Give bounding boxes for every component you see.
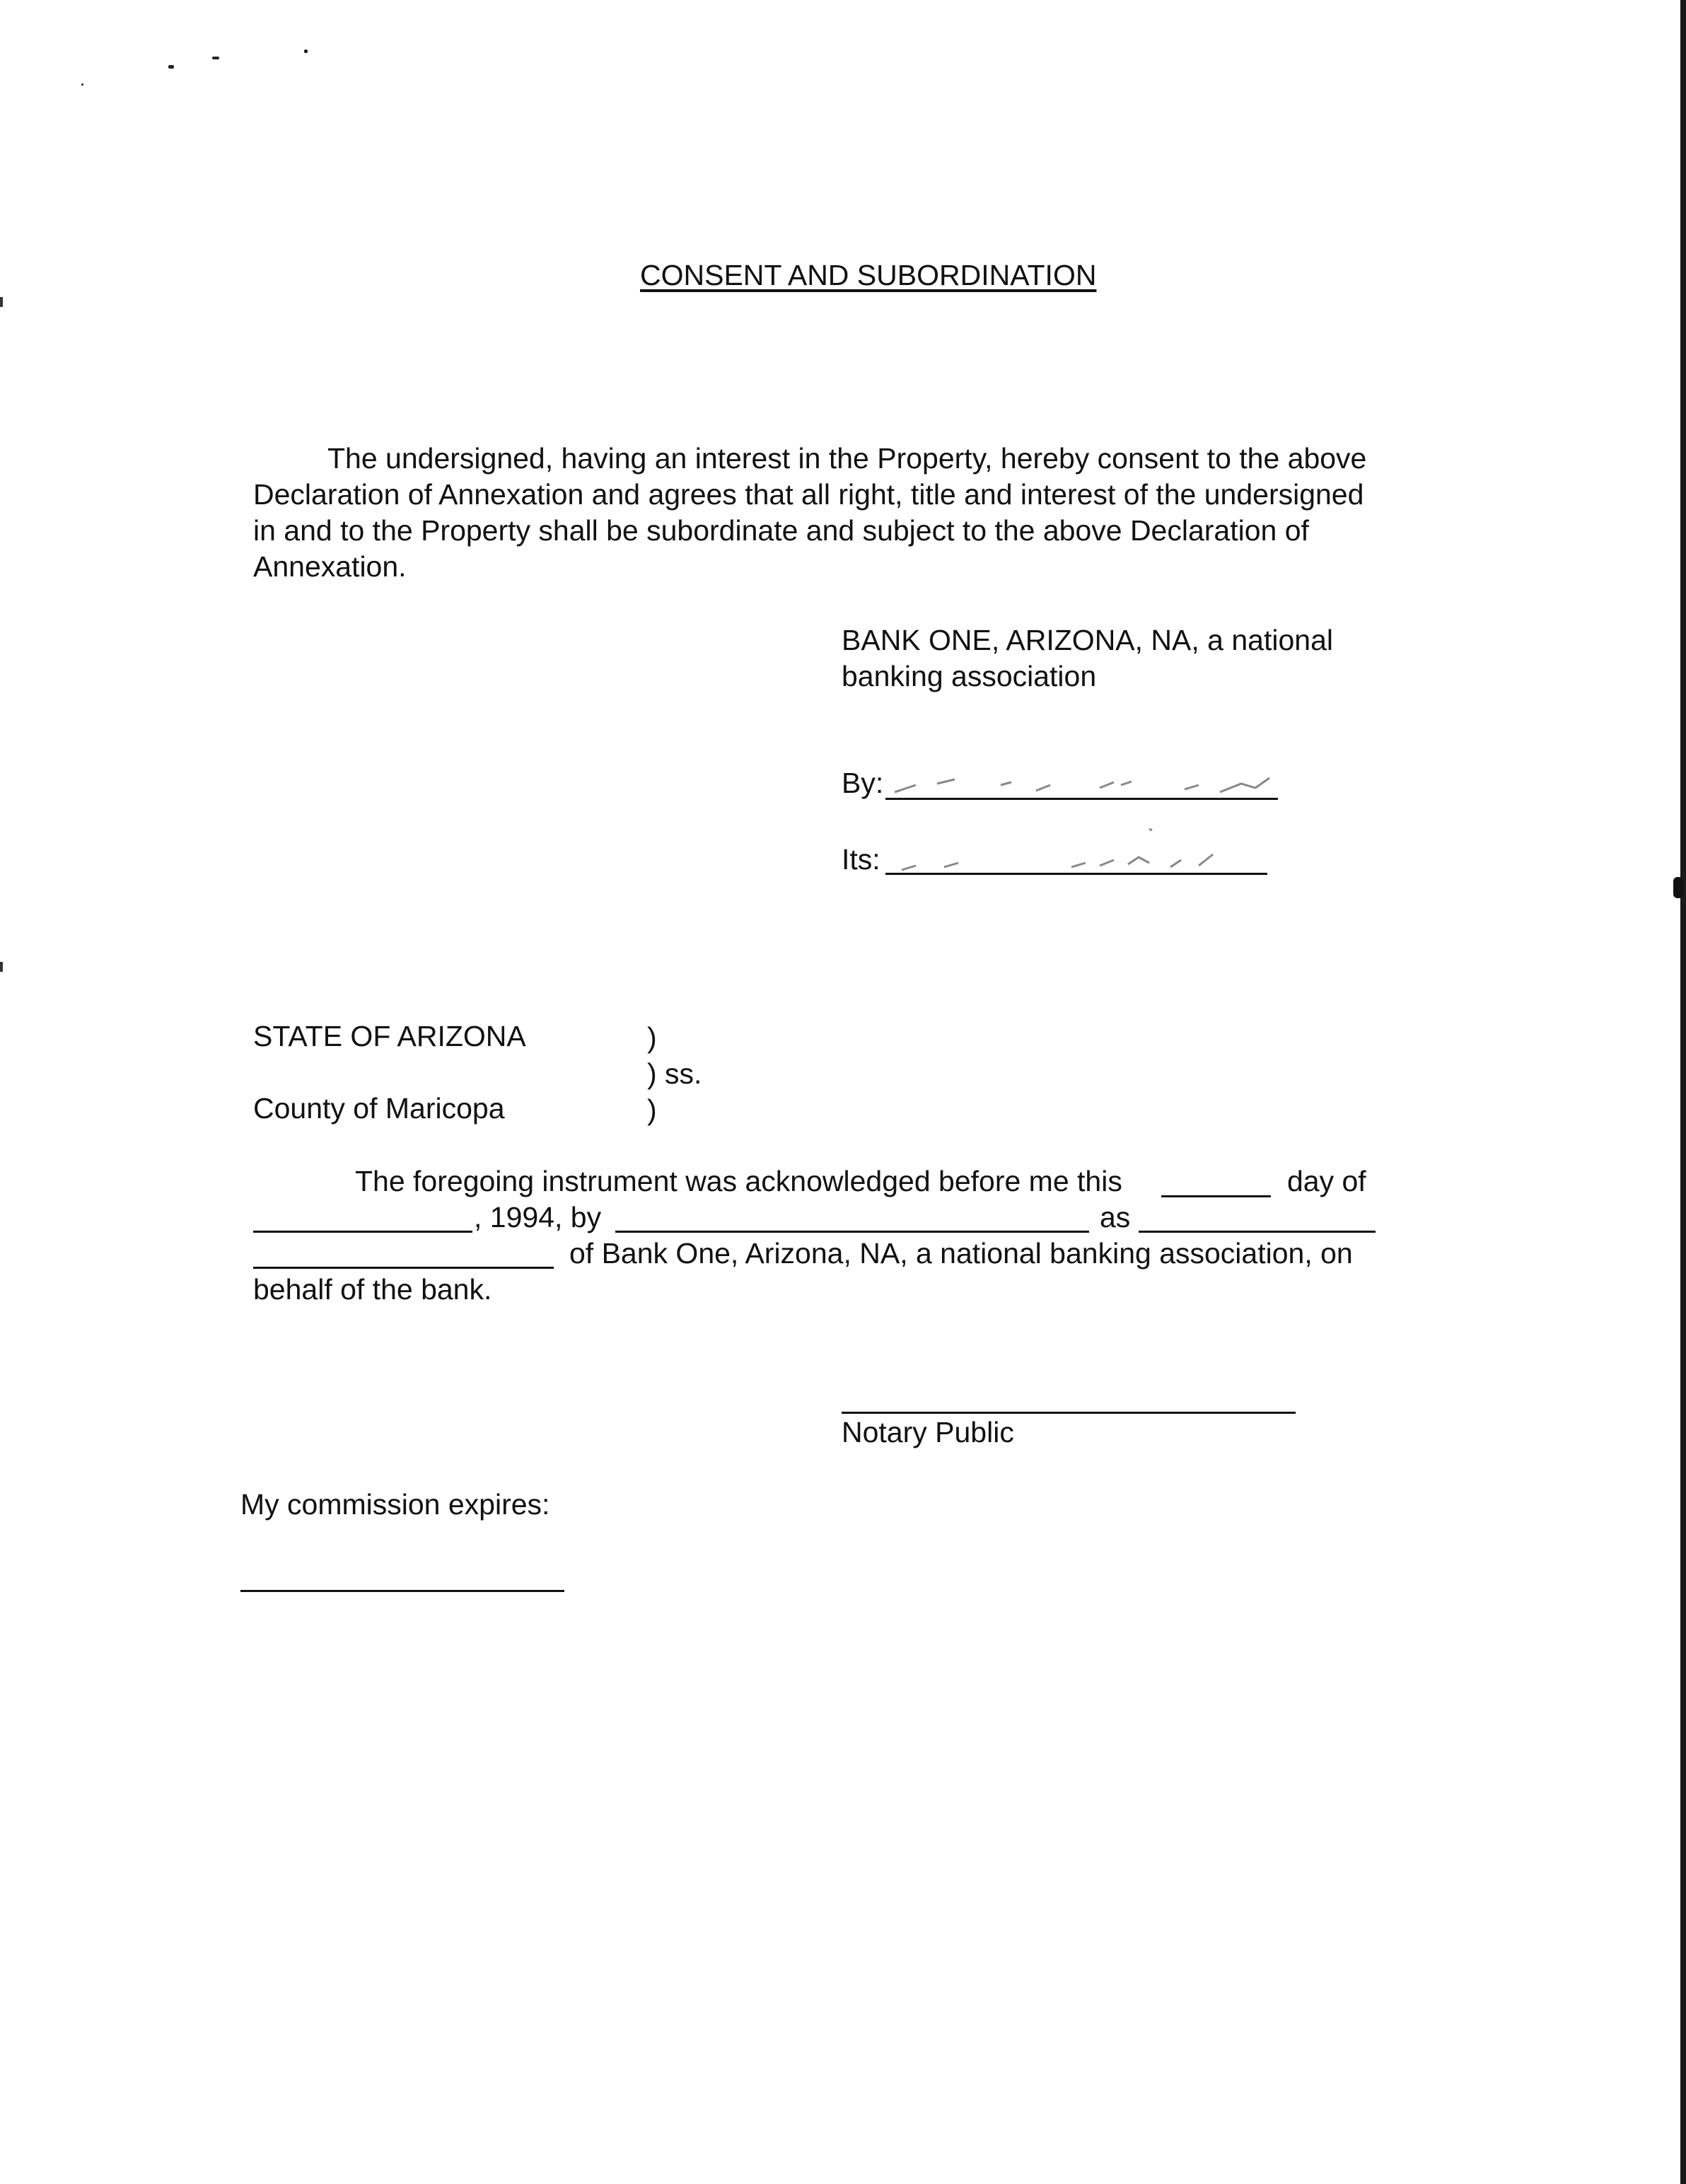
title-handwriting-mark	[888, 820, 1269, 873]
ack-line-2b: as	[1100, 1201, 1131, 1233]
signature-mark	[888, 764, 1284, 799]
ack-title-blank	[1139, 1231, 1376, 1233]
ack-line-1b: day of	[1287, 1165, 1366, 1197]
scan-edge-right	[1680, 0, 1686, 2184]
venue-paren-3: )	[647, 1093, 657, 1126]
scan-speck	[81, 83, 83, 86]
scan-edge-notch	[1673, 877, 1683, 898]
its-label: Its:	[842, 843, 880, 876]
notary-signature-line	[842, 1412, 1296, 1414]
scan-speck	[212, 57, 219, 59]
scan-speck	[168, 65, 174, 69]
scan-speck	[304, 50, 308, 53]
body-line-3: in and to the Property shall be subordinate and subject to the above Declaration of	[253, 514, 1309, 547]
ack-line-2a: , 1994, by	[474, 1201, 602, 1233]
ack-line-4: behalf of the bank.	[253, 1273, 492, 1306]
body-line-4: Annexation.	[253, 550, 407, 583]
notary-label: Notary Public	[842, 1416, 1014, 1448]
signatory-line-1: BANK ONE, ARIZONA, NA, a national	[842, 624, 1333, 656]
ack-day-blank	[1161, 1195, 1271, 1197]
venue-county: County of Maricopa	[253, 1092, 505, 1125]
ack-line-3: of Bank One, Arizona, NA, a national banking association, on	[569, 1237, 1353, 1270]
scan-edge-mark	[0, 962, 3, 972]
body-line-1: The undersigned, having an interest in the Property, hereby consent to the above	[327, 442, 1367, 475]
ack-title-blank-2	[253, 1267, 554, 1269]
by-label: By:	[842, 767, 884, 799]
ack-month-blank	[253, 1231, 472, 1233]
venue-state: STATE OF ARIZONA	[253, 1020, 526, 1052]
body-line-2: Declaration of Annexation and agrees that all right, title and interest of the undersigned	[253, 478, 1364, 511]
signatory-line-2: banking association	[842, 660, 1097, 692]
commission-date-line	[240, 1590, 564, 1592]
venue-paren-ss: ) ss.	[647, 1057, 702, 1090]
venue-paren-1: )	[647, 1021, 657, 1054]
scan-edge-mark	[0, 297, 3, 307]
ack-line-1a: The foregoing instrument was acknowledged before me this	[355, 1165, 1122, 1197]
document-title: CONSENT AND SUBORDINATION	[640, 259, 1097, 291]
ack-name-blank	[615, 1231, 1089, 1233]
commission-label: My commission expires:	[240, 1488, 550, 1521]
